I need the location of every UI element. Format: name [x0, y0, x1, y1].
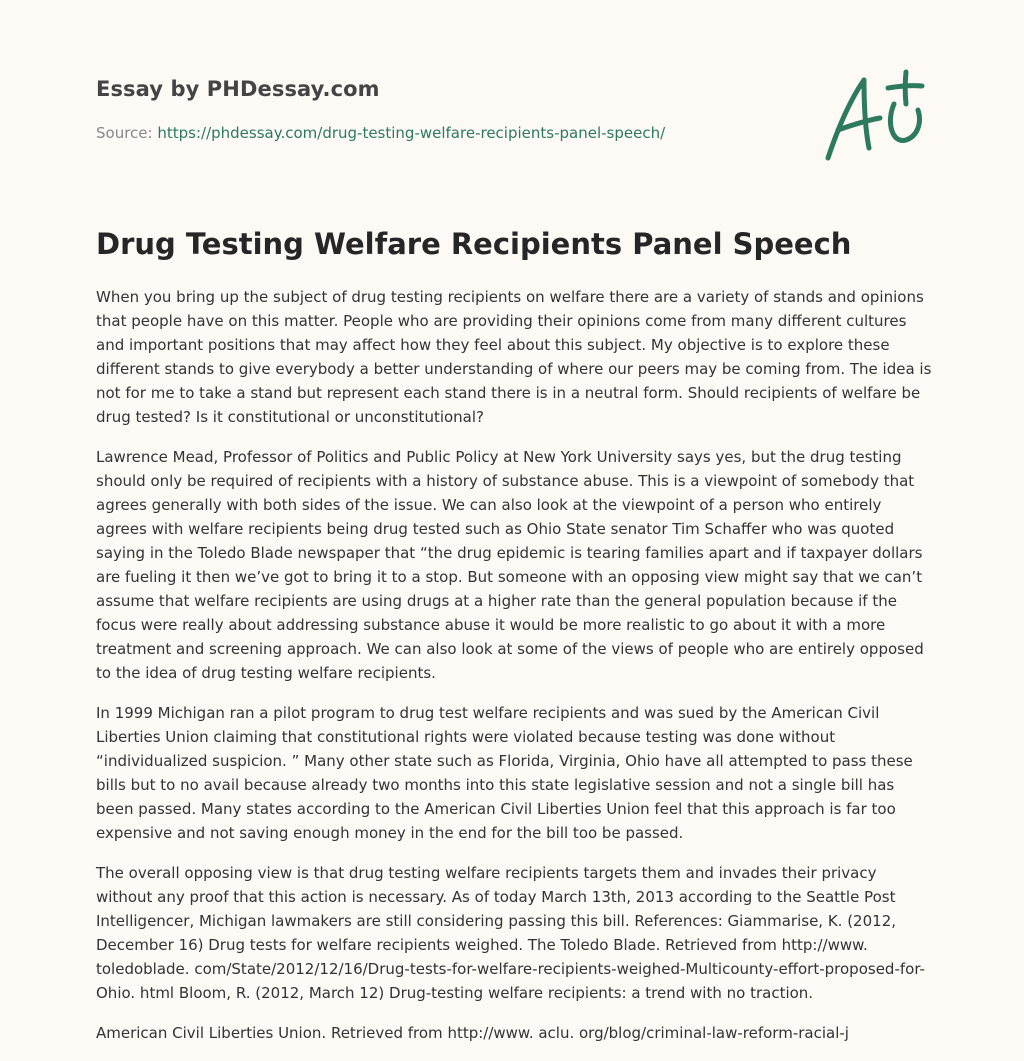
a-right-stroke — [864, 80, 869, 148]
article-body — [96, 285, 932, 1061]
a-left-stroke — [828, 80, 864, 158]
source-label: Source: — [96, 124, 153, 142]
paragraph-3: In 1999 Michigan ran a pilot program to drug test welfare recipients and was sued by the American Civil Liberties Union claiming that constitutional rights were violated because testing was done without “individualized suspicion. ” Many other state such as Florida, Virginia, Ohio have all attempted to pass these bills but to no avail because already two months into this state legislative session and not a single bill has been passed. Many states according to the American Civil Liberties Union feel that this approach is far too expensive and not saving enough money in the end for the bill too be passed. — [96, 704, 913, 842]
paragraph-2: Lawrence Mead, Professor of Politics and Public Policy at New York University says yes, but the drug testing should only be required of recipients with a history of substance abuse. This is a viewpoint of somebody that agrees generally with both sides of the issue. We can also look at the viewpoint of a person who entirely agrees with welfare recipients being drug tested such as Ohio State senator Tim Schaffer who was quoted saying in the Toledo Blade newspaper that “the drug epidemic is tearing families apart and if taxpayer dollars are fueling it then we’ve got to bring it to a stop. But someone with an opposing view might say that we can’t assume that welfare recipients are using drugs at a higher rate than the general population because if the focus were really about addressing substance abuse it would be more realistic to go about it with a more treatment and screening approach. We can also look at some of the views of people who are entirely opposed to the idea of drug testing welfare recipients. — [96, 448, 924, 682]
swoosh-stroke — [890, 104, 919, 140]
page-title: Drug Testing Welfare Recipients Panel Speech — [96, 227, 852, 261]
plus-horizontal-stroke — [888, 86, 922, 88]
source-link[interactable]: https://phdessay.com/drug-testing-welfare-recipients-panel-speech/ — [157, 124, 666, 142]
paragraph-5: American Civil Liberties Union. Retrieved from http://www. aclu. org/blog/criminal-law-reform-racial-j — [96, 1024, 849, 1042]
paragraph-1: When you bring up the subject of drug testing recipients on welfare there are a variety of stands and opinions that people have on this matter. People who are providing their opinions come from many different cultures and important positions that may affect how they feel about this subject. My objective is to explore these different stands to give everybody a better understanding of where our peers may be coming from. The idea is not for me to take a stand but represent each stand there is in a neutral form. Should recipients of welfare be drug tested? Is it constitutional or unconstitutional? — [96, 288, 932, 426]
a-plus-grade-icon — [818, 66, 930, 166]
a-plus-logo-svg — [818, 66, 930, 166]
brand-title: Essay by PHDessay.com — [96, 77, 380, 101]
source-line — [96, 124, 665, 142]
paragraph-4: The overall opposing view is that drug testing welfare recipients targets them and invades their privacy without any proof that this action is necessary. As of today March 13th, 2013 according to the Seattle Post Intelligencer, Michigan lawmakers are still considering passing this bill. References: Giammarise, K. (2012, December 16) Drug tests for welfare recipients weighed. The Toledo Blade. Retrieved from http://www. toledoblade. com/State/2012/12/16/Drug-tests-for-welfare-recipients-weighed-Multicounty-effort-proposed-for-Ohio. html Bloom, R. (2012, March 12) Drug-testing welfare recipients: a trend with no traction. — [96, 864, 925, 1002]
